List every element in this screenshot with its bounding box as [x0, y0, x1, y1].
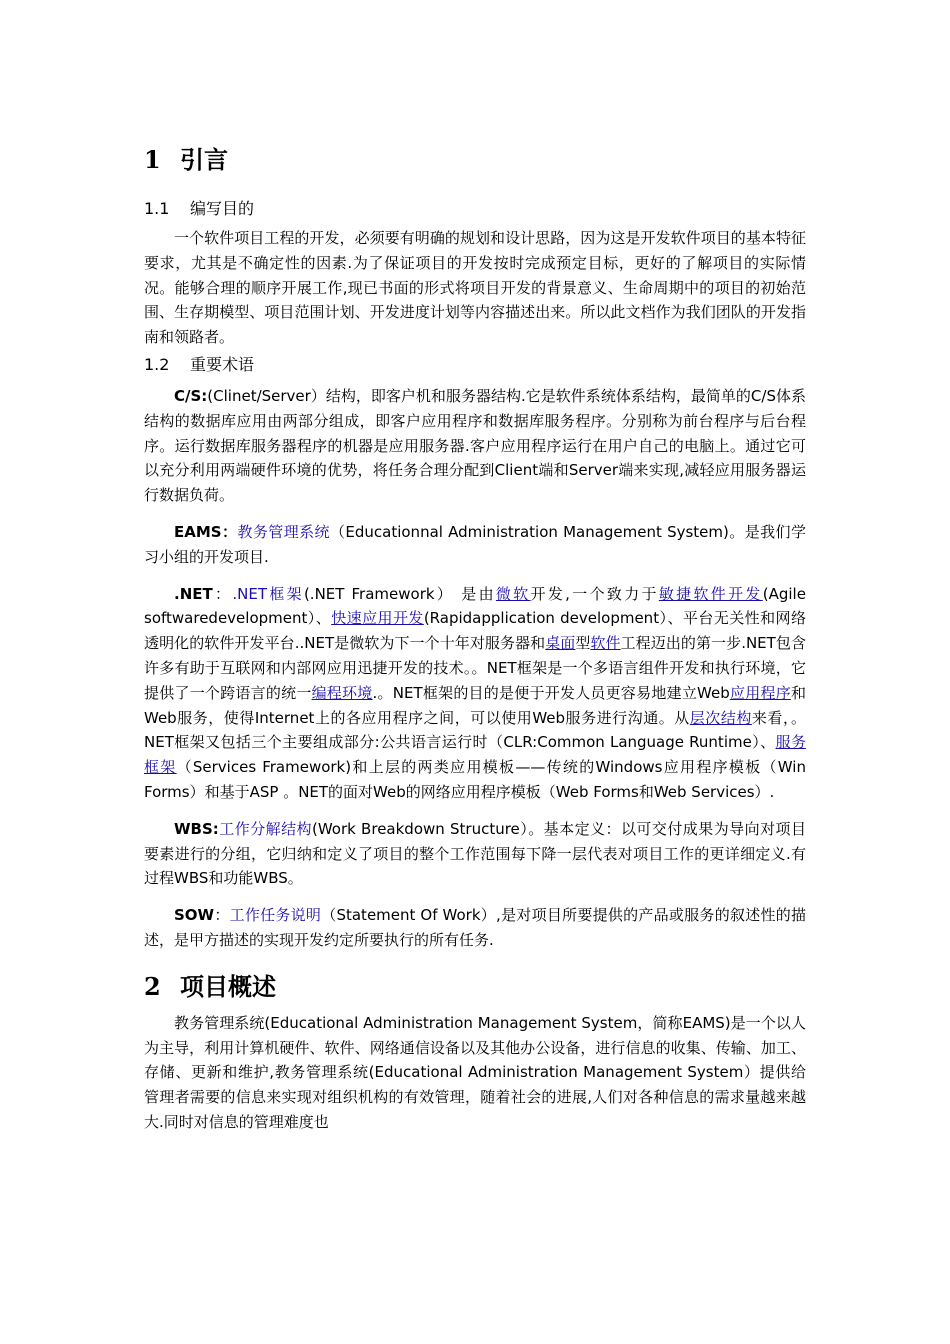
section-number: 1 [144, 145, 161, 174]
eams-link[interactable]: 教务管理系统 [237, 522, 330, 541]
text-run: 型 [575, 634, 591, 653]
wbs-link[interactable]: 工作分解结构 [218, 819, 312, 838]
subsection-title: 重要术语 [190, 354, 255, 374]
rapid-development-link[interactable]: 快速应用开发 [331, 609, 424, 628]
services-framework-link[interactable]: 服务框架 [144, 733, 806, 777]
term-cs-text: (Clinet/Server）结构，即客户机和服务器结构.它是软件系统体系结构，最简单的C/S体系结构的数据库应用由两部分组成，即客户应用程序和数据库服务程序。分别称为前台程序与后台程序。运行数据库服务器程序的机器是应用服务器.客户应用程序运行在用户自己的电脑上。通过它可以充分利用两端硬件环境的优势，将任务合理分配到Client端和Server端来实现,减轻应用服务器运行数据负荷。 [144, 386, 806, 505]
section-1-heading [144, 140, 806, 180]
section-title: 项目概述 [180, 971, 276, 1001]
software-link[interactable]: 软件 [590, 634, 621, 653]
term-eams-paragraph [144, 520, 806, 570]
application-link[interactable]: 应用程序 [729, 683, 791, 702]
term-sow-text: （Statement Of Work）,是对项目所要提供的产品或服务的叙述性的描述，是甲方描述的实现开发约定所要执行的所有任务. [144, 906, 806, 949]
document-body [144, 140, 806, 1135]
text-run: .。NET框架的目的是便于开发人员更容易地建立Web [372, 683, 730, 702]
subsection-title: 编写目的 [190, 199, 255, 218]
term-wbs-text: (Work Breakdown Structure）。基本定义：以可交付成果为导向对项目要素进行的分组，它归纳和定义了项目的整个工作范围每下降一层代表对项目工作的更详细定义.有过程WBS和功能WBS。 [144, 819, 806, 888]
text-run: 工程迈出的第一步.NET包含许多有助于互联网和内部网应用迅捷开发的技术。。NET框架是一个多语言组件开发和执行环境，它提供了一个跨语言的统一 [144, 634, 806, 702]
section-1-2-heading [144, 352, 806, 378]
section-2-heading [144, 967, 806, 1007]
programming-environment-link[interactable]: 编程环境 [311, 683, 373, 702]
term-sow-paragraph [144, 903, 806, 953]
term-separator: ： [214, 906, 230, 925]
hierarchy-link[interactable]: 层次结构 [689, 708, 752, 727]
text-run: 来看，。NET框架又包括三个主要组成部分:公共语言运行时（CLR:Common Language Runtime）、 [144, 708, 806, 752]
section-title: 引言 [180, 145, 228, 174]
term-sow: SOW [174, 906, 215, 925]
term-wbs: WBS: [174, 819, 219, 838]
section-number: 2 [144, 971, 161, 1001]
text-run: 和Web服务，使得Internet上的各应用程序之间，可以使用Web服务进行沟通。从 [144, 683, 806, 727]
overview-paragraph: 教务管理系统(Educational Administration Management System，简称EAMS)是一个以人为主导，利用计算机硬件、软件、网络通信设备以及其他办公设备，进行信息的收集、传输、加工、存储、更新和维护,教务管理系统(Educational Administration Management System）提供给管理者需要的信息来实现对组织机构的有效管理，随着社会的进展,人们对各种信息的需求量越来越大.同时对信息的管理难度也 [144, 1013, 806, 1131]
section-1-1-heading [144, 196, 806, 222]
term-net: .NET [174, 584, 213, 603]
microsoft-link[interactable]: 微软 [495, 584, 531, 603]
text-run: (Agile softwaredevelopment）、 [144, 584, 806, 628]
text-run: （Services Framework)和上层的两类应用模板——传统的Windows应用程序模板（Win Forms）和基于ASP 。NET的面对Web的网络应用程序模板（Web Forms和Web Services）. [144, 758, 806, 801]
term-eams-text: （Educationnal Administration Management System)。是我们学习小组的开发项目. [144, 522, 806, 566]
subsection-number: 1.2 [144, 354, 170, 374]
text-run: 开发,一个致力于 [530, 584, 659, 603]
text-run: (.NET Framework） 是由 [303, 584, 496, 603]
net-framework-link[interactable]: .NET框架 [232, 584, 304, 603]
subsection-number: 1.1 [144, 199, 170, 218]
term-separator: ： [212, 584, 233, 603]
purpose-paragraph: 一个软件项目工程的开发，必须要有明确的规划和设计思路，因为这是开发软件项目的基本特征要求，尤其是不确定性的因素.为了保证项目的开发按时完成预定目标，更好的了解项目的实际情况。能够合理的顺序开展工作,现已书面的形式将项目开发的背景意义、生命周期中的项目的初始范围、生存期模型、项目范围计划、开发进度计划等内容描述出来。所以此文档作为我们团队的开发指南和领路者。 [144, 229, 806, 347]
sow-link[interactable]: 工作任务说明 [229, 906, 322, 925]
term-cs: C/S: [174, 386, 208, 405]
term-separator: ： [221, 522, 238, 541]
agile-development-link[interactable]: 敏捷软件开发 [658, 584, 763, 603]
term-eams: EAMS [174, 522, 222, 541]
desktop-link[interactable]: 桌面 [545, 634, 576, 653]
term-net-paragraph [144, 582, 806, 805]
term-cs-paragraph [144, 384, 806, 508]
term-wbs-paragraph [144, 817, 806, 891]
text-run: (Rapidapplication development）、平台无关性和网络透明化的软件开发平台..NET是微软为下一个十年对服务器和 [144, 609, 806, 653]
